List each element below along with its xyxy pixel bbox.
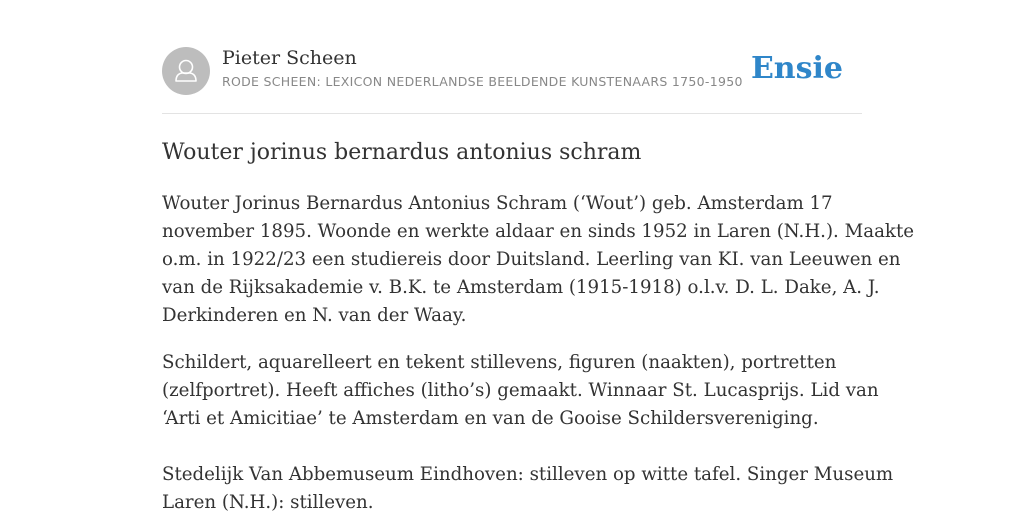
- paragraph-work: [162, 349, 879, 433]
- paragraph-line: Wouter Jorinus Bernardus Antonius Schram (‘Wout’) geb. Amsterdam 17: [162, 193, 833, 214]
- paragraph-line: november 1895. Woonde en werkte aldaar en sinds 1952 in Laren (N.H.). Maakte: [162, 221, 915, 242]
- paragraph-line: Schildert, aquarelleert en tekent stillevens, figuren (naakten), portretten: [162, 352, 837, 373]
- paragraph-line: Laren (N.H.): stilleven.: [162, 492, 374, 513]
- paragraph-line: o.m. in 1922/23 een studiereis door Duitsland. Leerling van KI. van Leeuwen en: [162, 249, 901, 270]
- paragraph-biography: [162, 190, 915, 330]
- person-outline-icon: [162, 47, 210, 95]
- header-divider: [162, 113, 862, 114]
- paragraph-collections: [162, 461, 894, 517]
- article-body: [162, 190, 915, 517]
- article-title: Wouter jorinus bernardus antonius schram: [162, 140, 642, 165]
- user-avatar-icon[interactable]: [162, 47, 210, 95]
- author-name[interactable]: Pieter Scheen: [222, 47, 357, 69]
- page-header: [162, 46, 862, 96]
- paragraph-line: Derkinderen en N. van der Waay.: [162, 305, 467, 326]
- author-source: RODE SCHEEN: LEXICON NEDERLANDSE BEELDENDE KUNSTENAARS 1750-1950: [222, 74, 743, 89]
- paragraph-line: van de Rijksakademie v. B.K. te Amsterdam (1915-1918) o.l.v. D. L. Dake, A. J.: [162, 277, 880, 298]
- paragraph-line: (zelfportret). Heeft affiches (litho’s) gemaakt. Winnaar St. Lucasprijs. Lid van: [162, 380, 879, 401]
- paragraph-line: ‘Arti et Amicitiae’ te Amsterdam en van de Gooise Schildersvereniging.: [162, 408, 819, 429]
- paragraph-line: Stedelijk Van Abbemuseum Eindhoven: stilleven op witte tafel. Singer Museum: [162, 464, 894, 485]
- ensie-logo[interactable]: Ensie: [750, 51, 843, 86]
